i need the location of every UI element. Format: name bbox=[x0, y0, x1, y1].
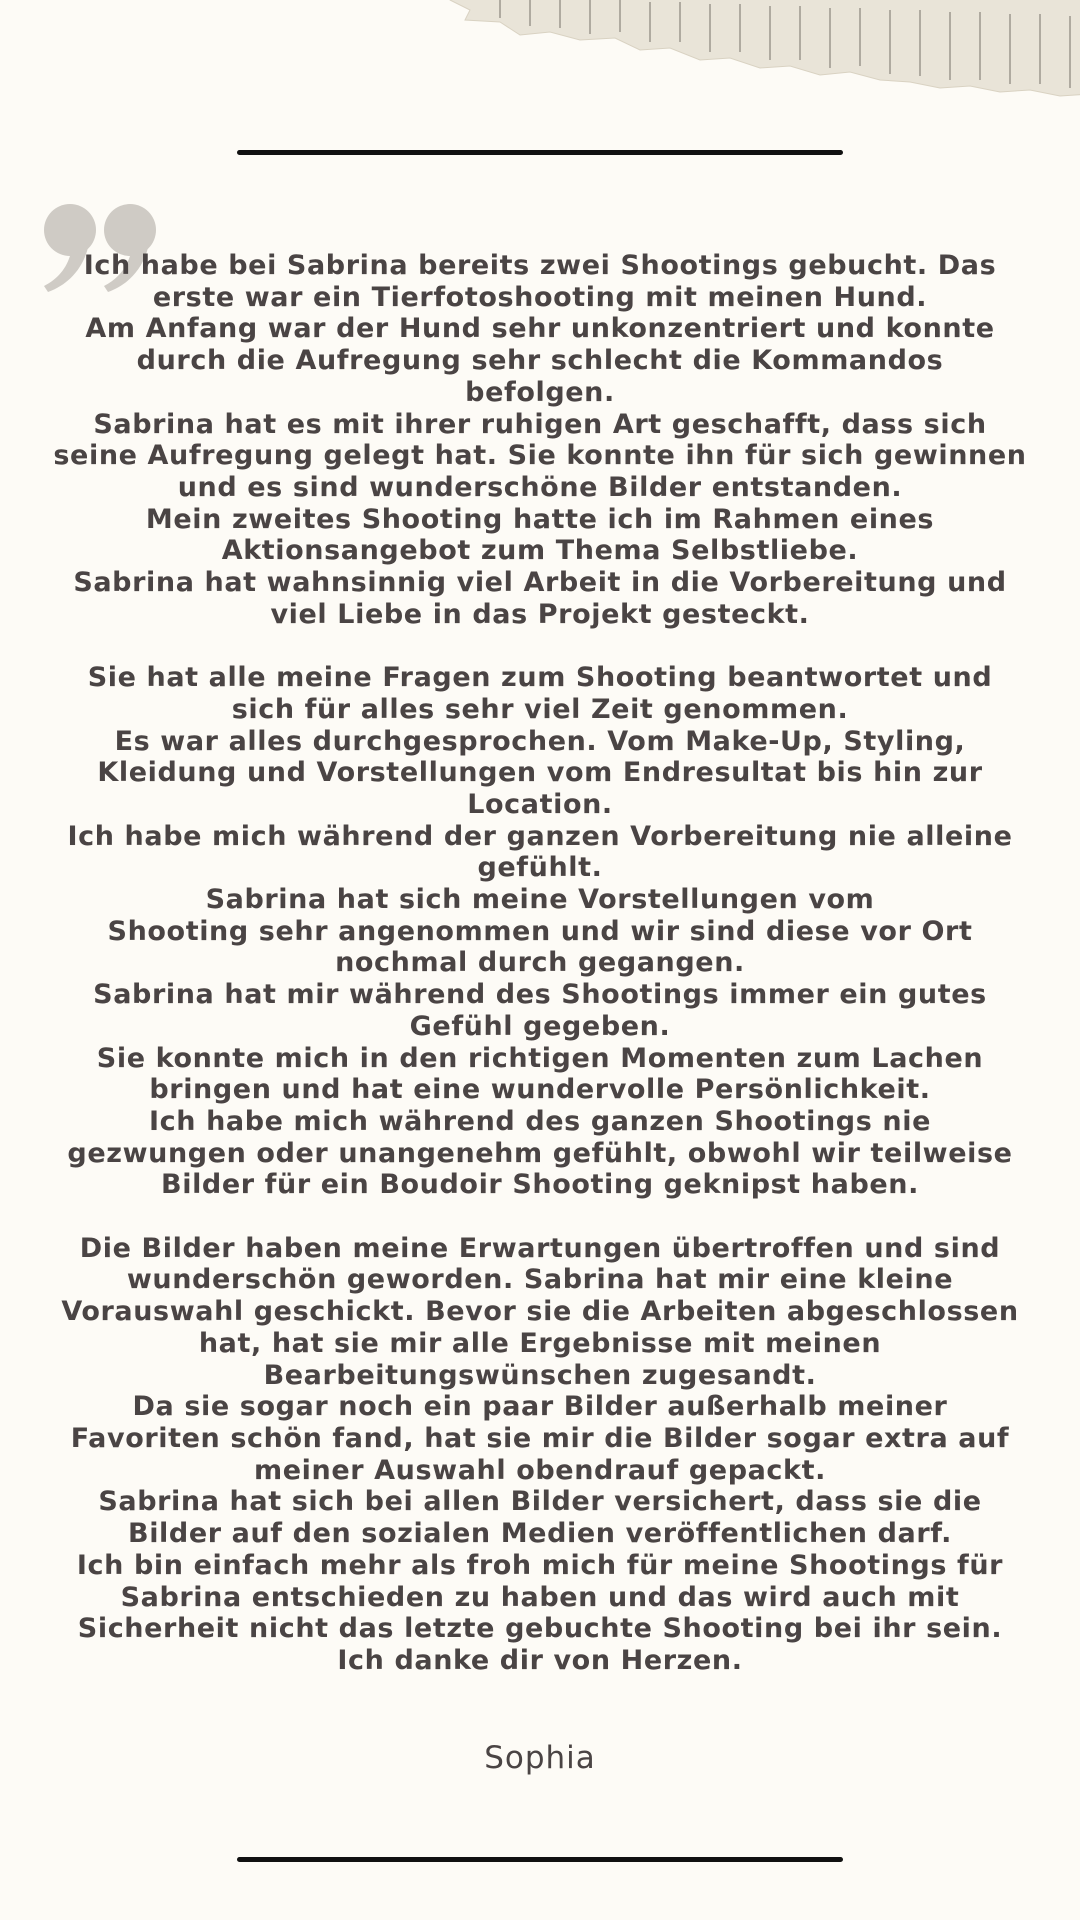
testimonial-line: Am Anfang war der Hund sehr unkonzentriert und konnte bbox=[85, 313, 995, 345]
testimonial-line: viel Liebe in das Projekt gesteckt. bbox=[270, 598, 810, 630]
testimonial-line: seine Aufregung gelegt hat. Sie konnte ihn für sich gewinnen bbox=[53, 440, 1027, 472]
testimonial-line: Sabrina hat es mit ihrer ruhigen Art geschafft, dass sich bbox=[93, 408, 987, 440]
paragraph-gap bbox=[30, 630, 1050, 662]
testimonial-line: Location. bbox=[467, 788, 613, 820]
author-name: Sophia bbox=[484, 1740, 596, 1776]
testimonial-line: Ich habe bei Sabrina bereits zwei Shootings gebucht. Das bbox=[83, 250, 997, 281]
testimonial-text bbox=[30, 250, 1050, 1677]
testimonial-line: Sabrina entschieden zu haben und das wird auch mit bbox=[120, 1581, 960, 1613]
testimonial-line: Sabrina hat wahnsinnig viel Arbeit in die Vorbereitung und bbox=[73, 567, 1007, 599]
newspaper-scrap-decoration bbox=[440, 0, 1080, 120]
testimonial-line: Sabrina hat sich bei allen Bilder versichert, dass sie die bbox=[98, 1486, 982, 1518]
testimonial-line: Sie konnte mich in den richtigen Momenten zum Lachen bbox=[96, 1042, 984, 1074]
testimonial-line: Bilder auf den sozialen Medien veröffentlichen darf. bbox=[128, 1518, 952, 1550]
testimonial-line: Sicherheit nicht das letzte gebuchte Shooting bei ihr sein. bbox=[77, 1613, 1003, 1645]
testimonial-line: erste war ein Tierfotoshooting mit meinen Hund. bbox=[152, 281, 928, 313]
bottom-divider bbox=[237, 1857, 843, 1862]
testimonial-line: bringen und hat eine wundervolle Persönlichkeit. bbox=[149, 1074, 931, 1106]
testimonial-line: Kleidung und Vorstellungen vom Endresultat bis hin zur bbox=[97, 757, 983, 789]
testimonial-line: Die Bilder haben meine Erwartungen übertroffen und sind bbox=[79, 1232, 1001, 1264]
testimonial-line: Bearbeitungswünschen zugesandt. bbox=[263, 1359, 817, 1391]
testimonial-line: sich für alles sehr viel Zeit genommen. bbox=[231, 693, 849, 725]
testimonial-line: befolgen. bbox=[465, 376, 615, 408]
testimonial-line: Bilder für ein Boudoir Shooting geknipst haben. bbox=[161, 1169, 919, 1201]
testimonial-line: Shooting sehr angenommen und wir sind diese vor Ort bbox=[107, 915, 973, 947]
paragraph-gap bbox=[30, 1201, 1050, 1233]
testimonial-line: nochmal durch gegangen. bbox=[335, 947, 745, 979]
testimonial-line: gezwungen oder unangenehm gefühlt, obwohl wir teilweise bbox=[67, 1137, 1013, 1169]
top-divider bbox=[237, 150, 843, 155]
testimonial-line: Ich danke dir von Herzen. bbox=[337, 1644, 743, 1676]
testimonial-line: Sabrina hat mir während des Shootings immer ein gutes bbox=[93, 979, 987, 1011]
testimonial-line: Aktionsangebot zum Thema Selbstliebe. bbox=[221, 535, 859, 567]
testimonial-line: meiner Auswahl obendrauf gepackt. bbox=[254, 1454, 826, 1486]
testimonial-line: Ich habe mich während des ganzen Shootings nie bbox=[149, 1105, 931, 1137]
testimonial-line: Da sie sogar noch ein paar Bilder außerhalb meiner bbox=[132, 1391, 948, 1423]
testimonial-line: Vorauswahl geschickt. Bevor sie die Arbeiten abgeschlossen bbox=[61, 1296, 1019, 1328]
testimonial-line: und es sind wunderschöne Bilder entstanden. bbox=[177, 471, 903, 503]
testimonial-line: Gefühl gegeben. bbox=[409, 1010, 671, 1042]
testimonial-line: Ich habe mich während der ganzen Vorbereitung nie alleine bbox=[67, 820, 1013, 852]
testimonial-line: Mein zweites Shooting hatte ich im Rahmen eines bbox=[145, 503, 935, 535]
testimonial-line: gefühlt. bbox=[477, 852, 603, 884]
testimonial-line: Sie hat alle meine Fragen zum Shooting beantwortet und bbox=[87, 662, 993, 694]
testimonial-line: hat, hat sie mir alle Ergebnisse mit meinen bbox=[198, 1327, 882, 1359]
testimonial-line: Ich bin einfach mehr als froh mich für meine Shootings für bbox=[76, 1549, 1004, 1581]
testimonial-line: durch die Aufregung sehr schlecht die Kommandos bbox=[136, 345, 944, 377]
testimonial-line: wunderschön geworden. Sabrina hat mir eine kleine bbox=[126, 1264, 954, 1296]
testimonial-line: Es war alles durchgesprochen. Vom Make-Up, Styling, bbox=[114, 725, 966, 757]
testimonial-line: Favoriten schön fand, hat sie mir die Bilder sogar extra auf bbox=[70, 1422, 1010, 1454]
testimonial-line: Sabrina hat sich meine Vorstellungen vom bbox=[205, 884, 875, 916]
